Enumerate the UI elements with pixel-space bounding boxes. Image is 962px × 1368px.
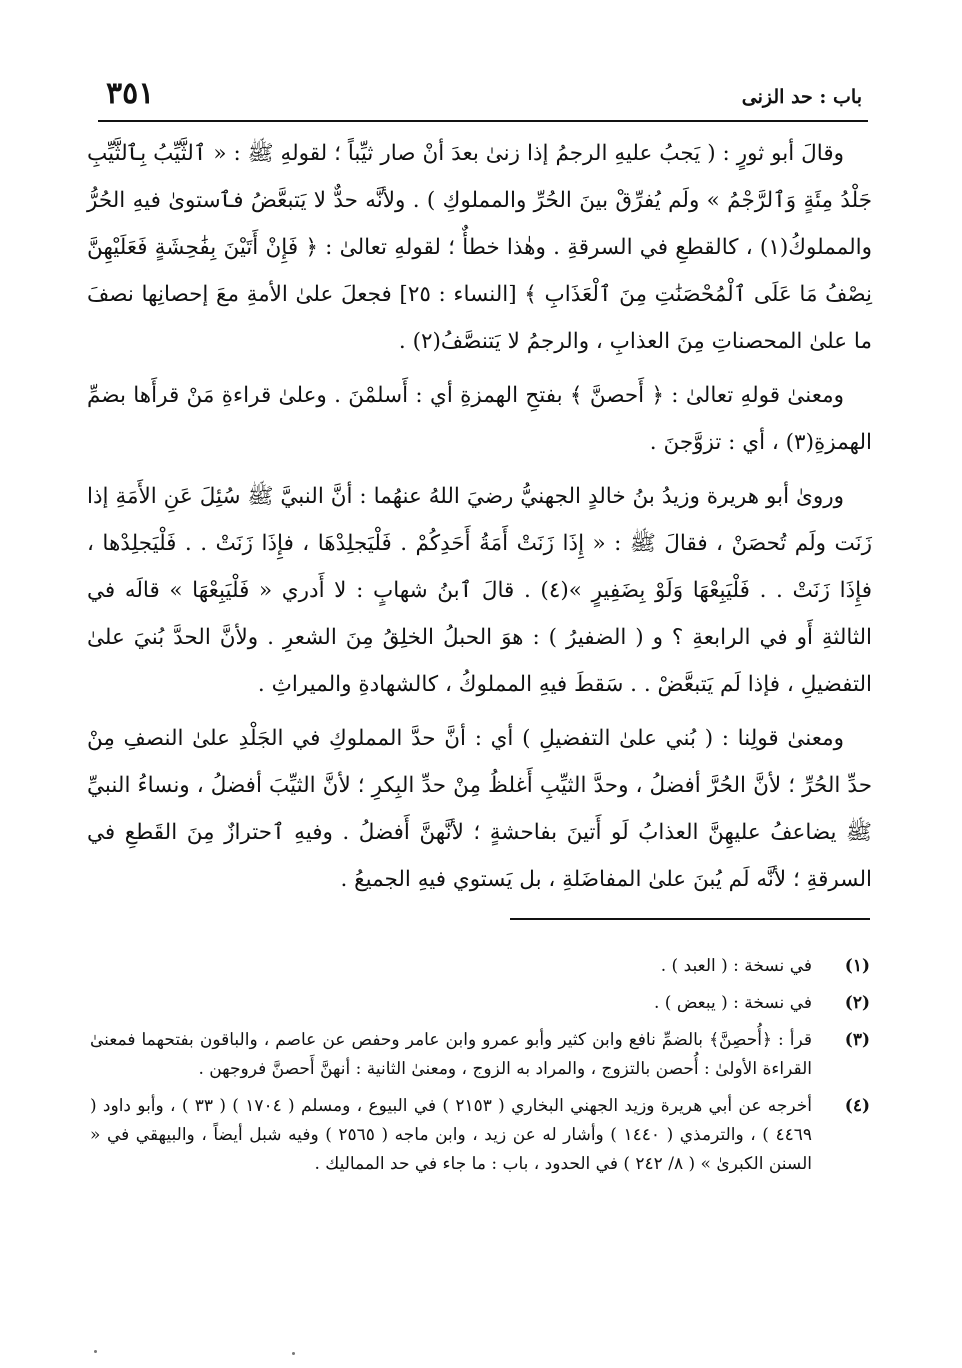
footnote-3 <box>90 1026 870 1084</box>
footnote-text: أخرجه عن أبي هريرة وزيد الجهني البخاري ( ٢١٥٣ ) في البيوع ، ومسلم ( ١٧٠٤ ) ( ٣٣ ) ، وأبو داود ( ٤٤٦٩ ) ، والترمذي ( ١٤٤٠ ) وأشار له عن زيد ، وابن ماجه ( ٢٥٦٥ ) وفيه شبل أيضاً ، والبيهقي في « السنن الكبرىٰ » ( ٨/ ٢٤٢ ) في الحدود ، باب : ما جاء في حد المماليك . <box>90 1096 812 1174</box>
footnote-text: في نسخة : ( العبد ) . <box>660 956 812 976</box>
scan-speck <box>94 1350 97 1353</box>
footnote-2 <box>90 989 870 1018</box>
page-header <box>98 72 868 122</box>
paragraph-4: ومعنىٰ قولِنا : ( بُني علىٰ التفضيلِ ) أي : أنَّ حدَّ المملوكِ في الجَلْدِ علىٰ النصفِ مِنْ حدِّ الحُرِّ ؛ لأنَّ الحُرَّ أفضلُ ، وحدَّ الثيِّبِ أَغلظُ مِنْ حدِّ البِكرِ ؛ لأنَّ الثيِّبَ أفضلُ ، ونساءُ النبيِّ ﷺ يضاعفُ عليهِنَّ العذابُ لَو أَتينَ بفاحشةٍ ؛ لأنَّهنَّ أَفضلُ . وفيهِ ٱحترازٌ مِنَ القَطعِ في السرقةِ ؛ لأنَّه لَم يُبنَ علىٰ المفاضَلةِ ، بل يَستوي فيهِ الجميعُ . <box>87 726 873 892</box>
footnote-number: (٤) <box>844 1096 870 1116</box>
main-text <box>87 130 872 910</box>
footnotes <box>90 952 870 1187</box>
chapter-title: باب : حد الزنى <box>741 86 862 108</box>
footnote-4 <box>90 1092 870 1179</box>
scan-speck <box>292 1352 295 1355</box>
footnote-text: قرأ : ﴿أُحصِنَّ﴾ بالضمِّ نافع وابن كثير وأبو عمرو وابن عامر وحفص عن عاصم ، والباقون بفتحهما فمعنىٰ القراءة الأولىٰ : أُحصن بالتزوج ، والمراد به الزوج ، ومعنىٰ الثانية : أنهنَّ أَحصنَّ فروجهن . <box>90 1030 812 1079</box>
footnote-divider <box>510 918 870 920</box>
footnote-number: (١) <box>844 956 870 976</box>
footnote-number: (٢) <box>844 993 870 1013</box>
footnote-1 <box>90 952 870 981</box>
paragraph-3: وروىٰ أبو هريرة وزيدُ بنُ خالدٍ الجهنيُّ رضيَ اللهُ عنهُما : أنَّ النبيَّ ﷺ سُئِلَ عَنِ الأَمَةِ إذا زَنَت ولَم تُحصَنْ ، فقالَ ﷺ : « إِذَا زَنَتْ أَمَةُ أَحَدِكُمْ . فَلْيَجلِدْهَا ، فإِذَا زَنَتْ . . فَلْيَجلِدْها ، فإِذَا زَنَتْ . . فَلْيَبِعْهَا وَلَوْ بِضَفِيرٍ »(٤) . قالَ ٱبنُ شهابٍ : لا أَدري « فَلْيَبِعْهَا » قالَه في الثالثةِ أَو في الرابعةِ ؟ و ( الضفيرُ ) : هوَ الحبلُ الخلِقُ مِنَ الشعرِ . ولأنَّ الحدَّ بُنيَ علىٰ التفضيلِ ، فإذا لَم يَتبعَّضْ . . سَقطَ فيهِ المملوكُ ، كالشهادةِ والميراثِ . <box>87 484 872 697</box>
page-number: ٣٥١ <box>106 76 155 111</box>
footnote-number: (٣) <box>844 1030 870 1050</box>
paragraph-1: وقالَ أبو ثورٍ : ( يَجبُ عليهِ الرجمُ إذا زنىٰ بعدَ أنْ صار ثيِّباً ؛ لقولهِ ﷺ : « ٱلثَّيِّبُ بِٱلثَّيِّبِ جَلْدُ مِئَةٍ وَٱلرَّجْمُ » ولَم يُفرِّقْ بينَ الحُرِّ والمملوكِ ) . ولأنَّه حدٌّ لا يَتبعَّضُ فٱستوىٰ فيهِ الحُرُّ والمملوكُ(١) ، كالقطعِ في السرقةِ . وهٰذا خطأٌ ؛ لقولهِ تعالىٰ : ﴿ فَإِنْ أَتَيْنَ بِفَٰحِشَةٍ فَعَلَيْهِنَّ نِصْفُ مَا عَلَى ٱلْمُحْصَنَٰتِ مِنَ ٱلْعَذَابِ ﴾ [النساء : ٢٥] فجعلَ علىٰ الأمةِ معَ إحصانِها نصفَ ما علىٰ المحصناتِ مِنَ العذابِ ، والرجمُ لا يَتنصَّفُ(٢) . <box>87 141 872 354</box>
footnote-text: في نسخة : ( يبعض ) . <box>654 993 812 1013</box>
paragraph-2: ومعنىٰ قولهِ تعالىٰ : ﴿ أَحصنَّ ﴾ بفتحِ الهمزةِ أي : أَسلمْنَ . وعلىٰ قراءةِ مَنْ قرأَها بضمِّ الهمزةِ(٣) ، أي : تزوَّجنَ . <box>87 383 872 455</box>
